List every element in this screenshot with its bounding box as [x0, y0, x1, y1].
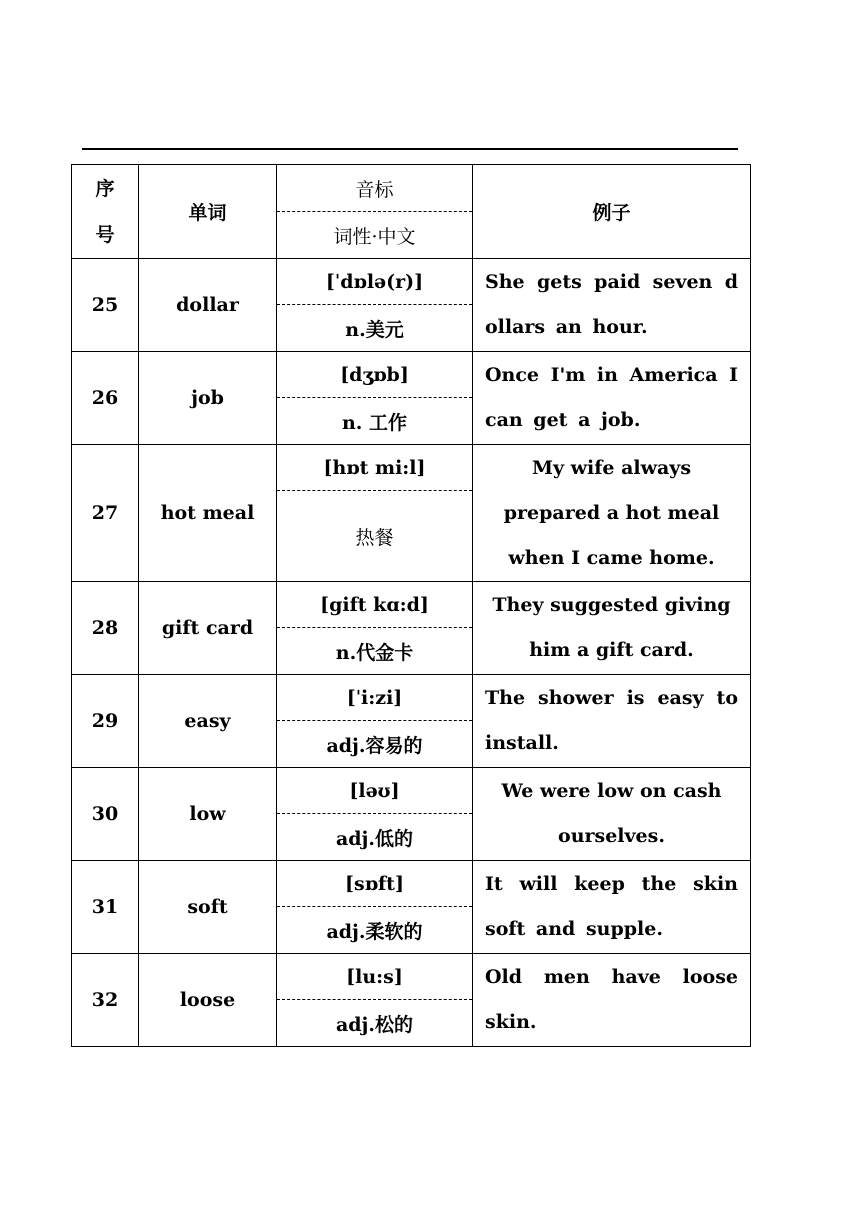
table-row [72, 352, 751, 445]
row-pron-pos [277, 259, 473, 352]
header-word: 单词 [139, 165, 277, 259]
row-pron-pos [277, 675, 473, 768]
row-pos: adj.低的 [335, 827, 414, 850]
row-pron-pos [277, 352, 473, 445]
table-row [72, 582, 751, 675]
table-row [72, 954, 751, 1047]
row-pos: 热餐 [355, 526, 394, 549]
header-index-line1: 序 [95, 177, 115, 200]
row-pron: [hɒt mi:l] [277, 445, 472, 491]
row-word: gift card [139, 582, 277, 675]
row-pron-pos [277, 582, 473, 675]
row-pos: adj.容易的 [326, 734, 423, 757]
top-rule [82, 148, 738, 150]
row-pron-pos [277, 954, 473, 1047]
row-pron: [ˈi:zi] [277, 675, 472, 721]
row-pron: [ləʊ] [277, 768, 472, 814]
row-pron-pos [277, 861, 473, 954]
row-word: soft [139, 861, 277, 954]
row-index: 27 [72, 445, 139, 582]
row-pron-pos [277, 445, 473, 582]
row-pos: n.代金卡 [335, 641, 414, 664]
row-word: hot meal [139, 445, 277, 582]
row-word: easy [139, 675, 277, 768]
row-example: They suggested giving him a gift card. [473, 582, 751, 675]
row-index: 25 [72, 259, 139, 352]
row-pron: [dʒɒb] [277, 352, 472, 398]
table-row [72, 259, 751, 352]
header-index-line2: 号 [95, 223, 115, 246]
row-pron: [lu:s] [277, 954, 472, 1000]
row-word: low [139, 768, 277, 861]
row-pron: [gift kɑ:d] [277, 582, 472, 628]
row-pos: n. 工作 [341, 411, 408, 434]
row-pron-pos [277, 768, 473, 861]
header-index [72, 165, 139, 259]
header-example: 例子 [473, 165, 751, 259]
row-pos: adj.柔软的 [326, 920, 423, 943]
row-example: She gets paid seven dollars an hour. [473, 259, 751, 352]
row-index: 29 [72, 675, 139, 768]
table-row [72, 675, 751, 768]
row-example: The shower is easy to install. [473, 675, 751, 768]
row-index: 30 [72, 768, 139, 861]
row-index: 28 [72, 582, 139, 675]
row-pron: [sɒft] [277, 861, 472, 907]
row-word: job [139, 352, 277, 445]
row-example: We were low on cash ourselves. [473, 768, 751, 861]
row-pos: adj.松的 [335, 1013, 414, 1036]
row-example: It will keep the skin soft and supple. [473, 861, 751, 954]
header-pron: 音标 [277, 165, 472, 212]
table-row [72, 861, 751, 954]
row-index: 26 [72, 352, 139, 445]
table-header-row [72, 165, 751, 259]
vocabulary-table [71, 164, 751, 1047]
row-index: 31 [72, 861, 139, 954]
row-index: 32 [72, 954, 139, 1047]
row-word: dollar [139, 259, 277, 352]
row-example: Once I'm in America I can get a job. [473, 352, 751, 445]
row-pos: n.美元 [345, 318, 404, 341]
header-pos: 词性·中文 [333, 225, 416, 248]
header-pron-pos [277, 165, 473, 259]
row-example: My wife always prepared a hot meal when I came home. [473, 445, 751, 582]
table-row [72, 768, 751, 861]
row-pron: [ˈdɒlə(r)] [277, 259, 472, 305]
row-example: Old men have loose skin. [473, 954, 751, 1047]
row-word: loose [139, 954, 277, 1047]
table-row [72, 445, 751, 582]
